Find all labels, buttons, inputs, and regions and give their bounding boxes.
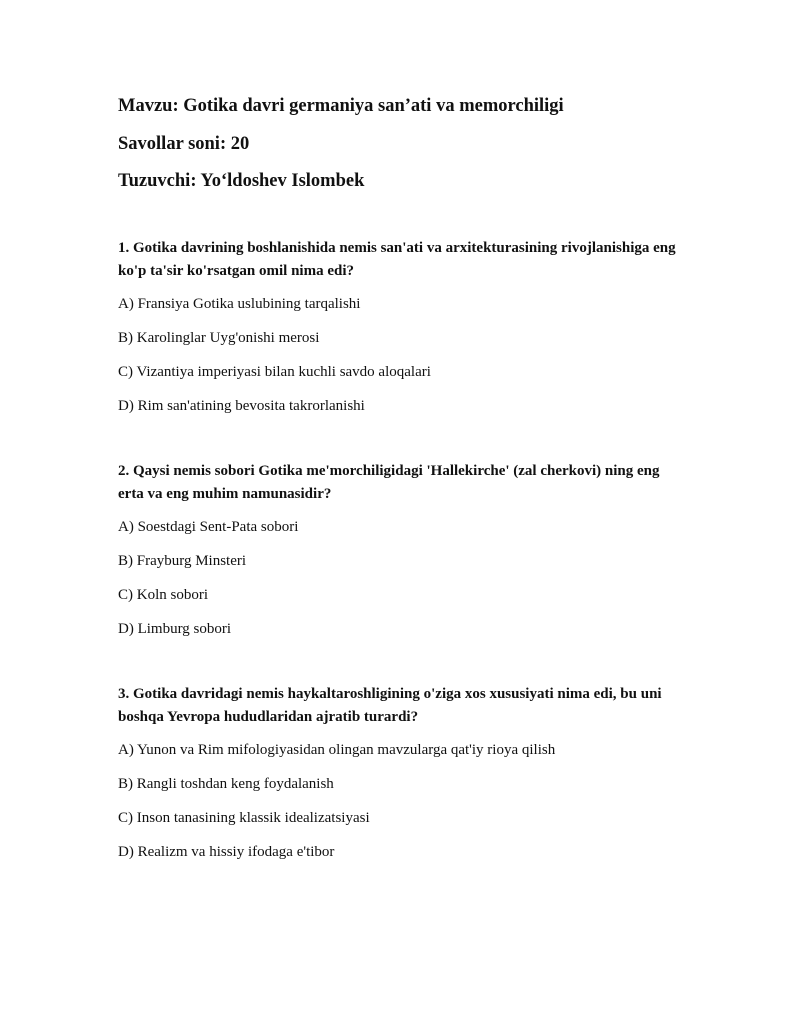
answer-option-b: B) Karolinglar Uyg'onishi merosi xyxy=(118,330,320,346)
question-count: Savollar soni: 20 xyxy=(118,134,250,154)
question-3 xyxy=(118,683,688,860)
answer-option-a: A) Soestdagi Sent-Pata sobori xyxy=(118,519,299,535)
answer-option-b: B) Rangli toshdan keng foydalanish xyxy=(118,776,334,792)
question-text: 1. Gotika davrining boshlanishida nemis san'ati va arxitekturasining rivojlanishiga eng ko'p ta'sir ko'rsatgan omil nima edi? xyxy=(118,240,676,279)
answer-option-d: D) Rim san'atining bevosita takrorlanishi xyxy=(118,398,365,414)
topic-heading: Mavzu: Gotika davri germaniya san’ati va memorchiligi xyxy=(118,96,564,116)
question-text: 2. Qaysi nemis sobori Gotika me'morchiligidagi 'Hallekirche' (zal cherkovi) ning eng erta va eng muhim namunasidir? xyxy=(118,463,660,502)
question-1 xyxy=(118,237,688,414)
question-text: 3. Gotika davridagi nemis haykaltaroshligining o'ziga xos xususiyati nima edi, bu uni boshqa Yevropa hududlaridan ajratib turardi? xyxy=(118,686,662,725)
answer-option-d: D) Realizm va hissiy ifodaga e'tibor xyxy=(118,844,335,860)
answer-option-a: A) Yunon va Rim mifologiyasidan olingan mavzularga qat'iy rioya qilish xyxy=(118,742,556,758)
question-2 xyxy=(118,460,688,637)
answer-option-c: C) Vizantiya imperiyasi bilan kuchli savdo aloqalari xyxy=(118,364,431,380)
author-line: Tuzuvchi: Yo‘ldoshev Islombek xyxy=(118,171,365,191)
answer-option-c: C) Koln sobori xyxy=(118,587,208,603)
answer-option-b: B) Frayburg Minsteri xyxy=(118,553,247,569)
answer-option-d: D) Limburg sobori xyxy=(118,621,232,637)
answer-option-a: A) Fransiya Gotika uslubining tarqalishi xyxy=(118,296,361,312)
answer-option-c: C) Inson tanasining klassik idealizatsiyasi xyxy=(118,810,370,826)
